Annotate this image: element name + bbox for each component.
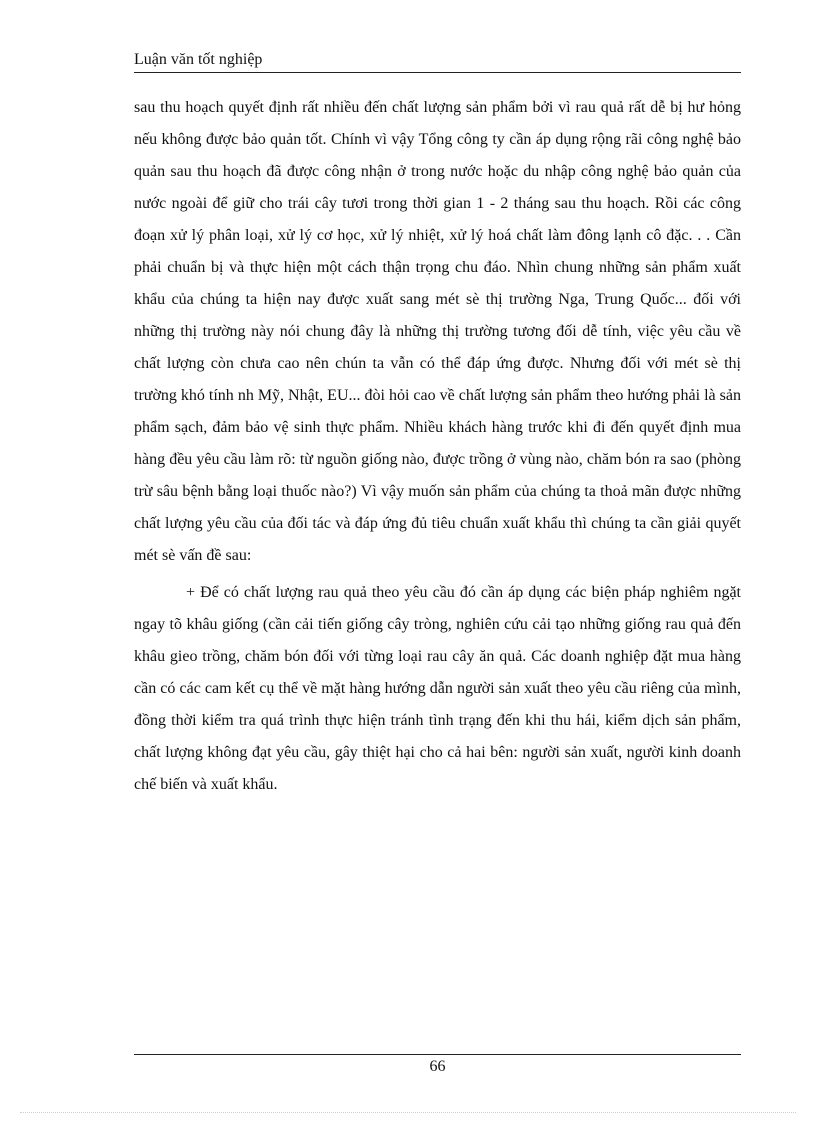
page-number: 66 [429, 1058, 446, 1075]
page-bottom-border [20, 1112, 796, 1113]
footer-divider [134, 1054, 741, 1055]
paragraph-2: + Để có chất lượng rau quả theo yêu cầu đó cần áp dụng các biện pháp nghiêm ngặt ngay tõ khâu giống (cần cải tiến giống cây tròng, nghiên cứu cải tạo những giống rau quả đến khâu gieo trồng, chăm bón đối với từng loại rau cây ăn quả. Các doanh nghiệp đặt mua hàng cần có các cam kết cụ thể về mặt hàng hướng dẫn người sản xuất theo yêu cầu riêng của mình, đồng thời kiểm tra quá trình thực hiện tránh tình trạng đến khi thu hái, kiểm dịch sản phẩm, chất lượng không đạt yêu cầu, gây thiệt hại cho cả hai bên: người sản xuất, người kinh doanh chế biến và xuất khẩu. [134, 584, 741, 793]
page-header [134, 48, 741, 73]
paragraph-1: sau thu hoạch quyết định rất nhiều đến chất lượng sản phẩm bởi vì rau quả rất dễ bị hư hỏng nếu không được bảo quản tốt. Chính vì vậy Tổng công ty cần áp dụng rộng rãi công nghệ bảo quản sau thu hoạch đã được công nhận ở trong nước hoặc du nhập công nghệ bảo quản của nước ngoài để giữ cho trái cây tươi trong thời gian 1 - 2 tháng sau thu hoạch. Rồi các công đoạn xử lý phân loại, xử lý cơ học, xử lý nhiệt, xử lý hoá chất làm đông lạnh cô đặc. . . Cần phải chuẩn bị và thực hiện một cách thận trọng chu đáo. Nhìn chung những sản phẩm xuất khẩu của chúng ta hiện nay được xuất sang mét sè thị trường Nga, Trung Quốc... đối với những thị trường này nói chung đây là những thị trường tương đối dễ tính, việc yêu cầu về chất lượng còn chưa cao nên chún ta vẫn có thể đáp ứng được. Nhưng đối với mét sè thị trường khó tính nh Mỹ, Nhật, EU... đòi hỏi cao về chất lượng sản phẩm theo hướng phải là sản phẩm sạch, đảm bảo vệ sinh thực phẩm. Nhiều khách hàng trước khi đi đến quyết định mua hàng đều yêu cầu làm rõ: từ nguồn giống nào, được trồng ở vùng nào, chăm bón ra sao (phòng trừ sâu bệnh bằng loại thuốc nào?) Vì vậy muốn sản phẩm của chúng ta thoả mãn được những chất lượng yêu cầu của đối tác và đáp ứng đủ tiêu chuẩn xuất khẩu thì chúng ta cần giải quyết mét sè vấn đề sau: [134, 99, 741, 564]
body-text [134, 92, 741, 801]
document-title: Luận văn tốt nghiệp [134, 51, 263, 68]
